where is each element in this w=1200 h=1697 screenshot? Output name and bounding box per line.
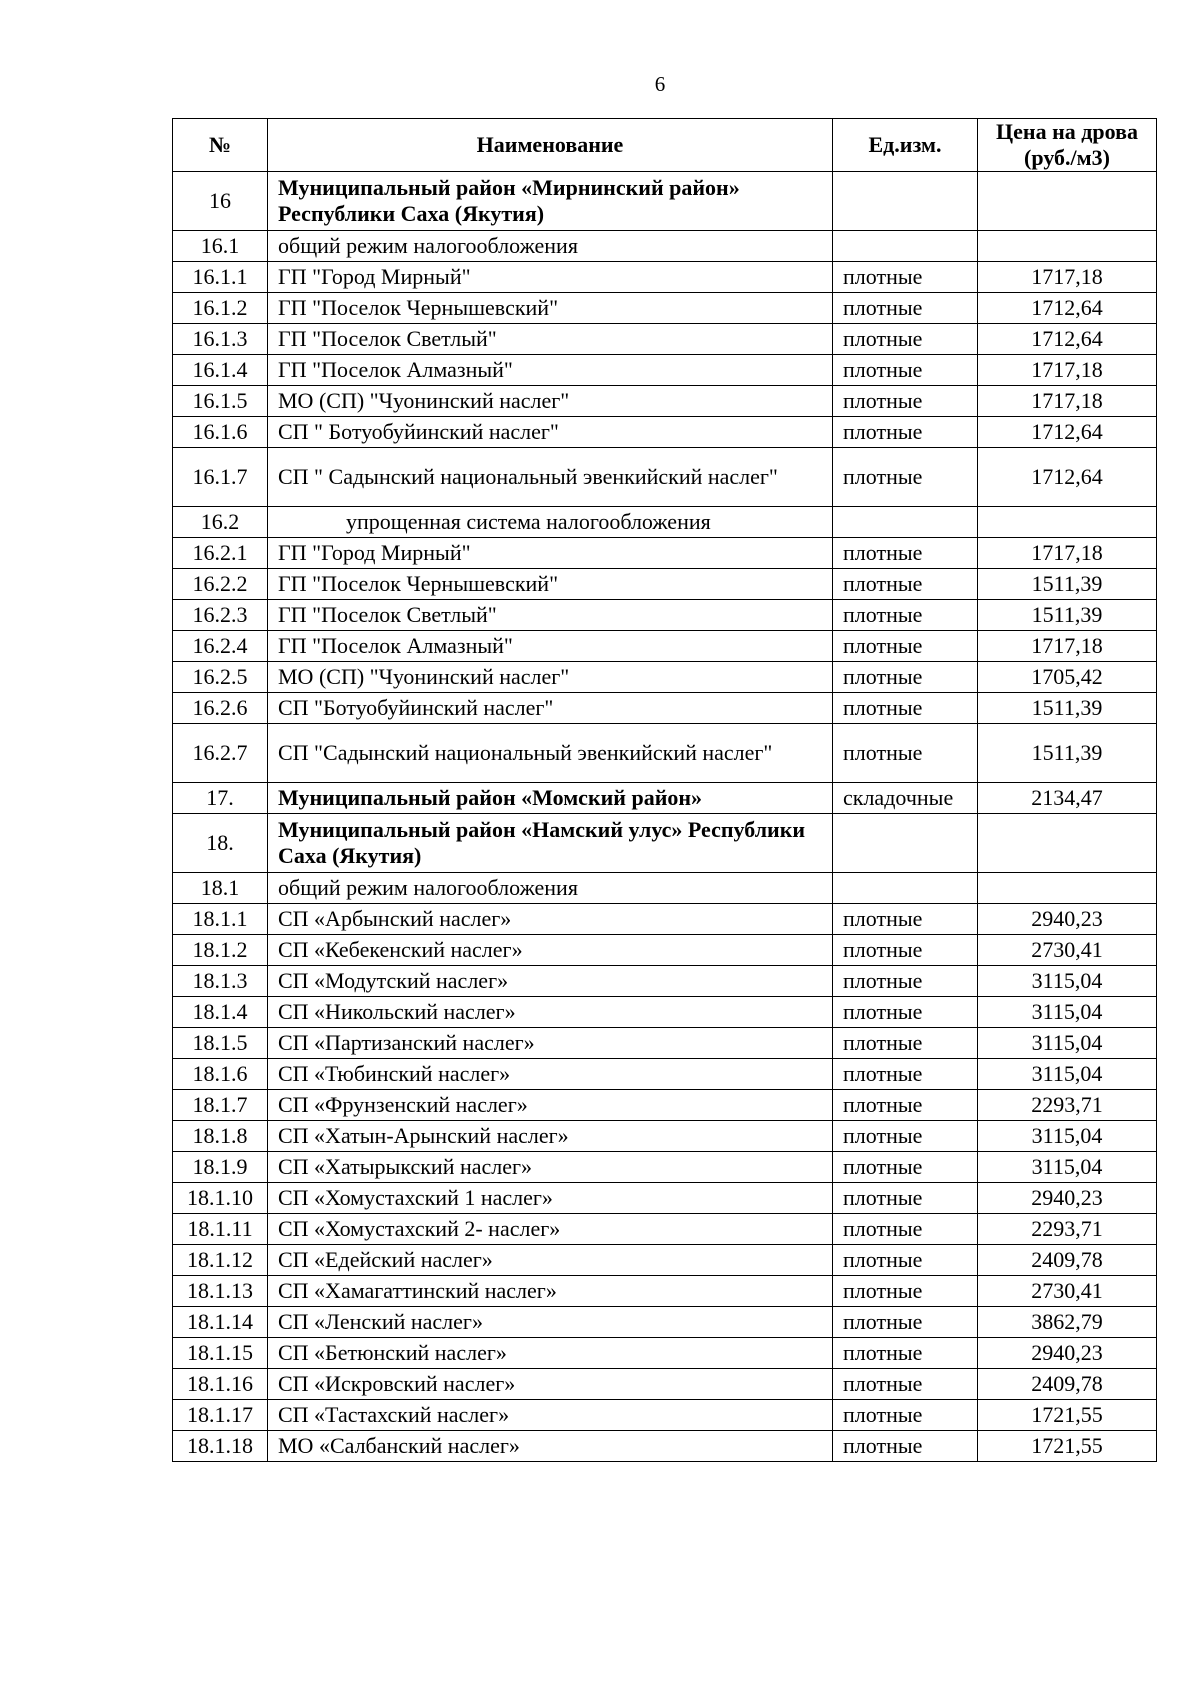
cell-name: ГП "Поселок Светлый" <box>268 324 833 355</box>
cell-price: 1705,42 <box>978 662 1157 693</box>
cell-name: СП «Хамагаттинский наслег» <box>268 1276 833 1307</box>
cell-num: 18. <box>173 814 268 873</box>
cell-price: 1712,64 <box>978 324 1157 355</box>
cell-price: 2409,78 <box>978 1369 1157 1400</box>
cell-price <box>978 507 1157 538</box>
cell-unit: плотные <box>833 966 978 997</box>
table-row <box>173 417 1157 448</box>
cell-price: 2409,78 <box>978 1245 1157 1276</box>
cell-num: 18.1.13 <box>173 1276 268 1307</box>
cell-num: 18.1.9 <box>173 1152 268 1183</box>
table-row <box>173 172 1157 231</box>
cell-price: 1712,64 <box>978 417 1157 448</box>
table-row <box>173 1276 1157 1307</box>
table-row <box>173 1059 1157 1090</box>
cell-unit: плотные <box>833 904 978 935</box>
cell-num: 16.2.2 <box>173 569 268 600</box>
cell-name: МО «Салбанский наслег» <box>268 1431 833 1462</box>
cell-price: 1717,18 <box>978 386 1157 417</box>
cell-name: МО (СП) "Чуонинский наслег" <box>268 386 833 417</box>
cell-name: упрощенная система налогообложения <box>268 507 833 538</box>
firewood-price-table <box>172 118 1157 1462</box>
cell-name: общий режим налогообложения <box>268 873 833 904</box>
table-row <box>173 1245 1157 1276</box>
table-row <box>173 904 1157 935</box>
cell-name: СП «Бетюнский наслег» <box>268 1338 833 1369</box>
cell-num: 18.1.15 <box>173 1338 268 1369</box>
cell-unit: плотные <box>833 355 978 386</box>
cell-name: СП «Тюбинский наслег» <box>268 1059 833 1090</box>
cell-unit: плотные <box>833 1152 978 1183</box>
cell-unit: плотные <box>833 293 978 324</box>
cell-price: 3115,04 <box>978 1152 1157 1183</box>
cell-num: 18.1.12 <box>173 1245 268 1276</box>
cell-num: 16.2.6 <box>173 693 268 724</box>
table-row <box>173 569 1157 600</box>
table-row <box>173 1431 1157 1462</box>
cell-num: 16.2.1 <box>173 538 268 569</box>
table-row <box>173 693 1157 724</box>
cell-unit: плотные <box>833 1121 978 1152</box>
cell-unit: плотные <box>833 1276 978 1307</box>
cell-unit: плотные <box>833 1400 978 1431</box>
cell-unit: плотные <box>833 662 978 693</box>
table-row <box>173 231 1157 262</box>
cell-num: 18.1.7 <box>173 1090 268 1121</box>
cell-price: 1511,39 <box>978 693 1157 724</box>
table-row <box>173 448 1157 507</box>
cell-name: СП "Ботуобуйинский наслег" <box>268 693 833 724</box>
cell-name: ГП "Поселок Чернышевский" <box>268 293 833 324</box>
cell-unit <box>833 507 978 538</box>
cell-unit <box>833 814 978 873</box>
cell-name: ГП "Поселок Светлый" <box>268 600 833 631</box>
cell-price <box>978 172 1157 231</box>
table-row <box>173 1338 1157 1369</box>
cell-num: 18.1.8 <box>173 1121 268 1152</box>
cell-price: 1511,39 <box>978 569 1157 600</box>
cell-price: 3115,04 <box>978 1028 1157 1059</box>
cell-name: СП «Арбынский наслег» <box>268 904 833 935</box>
cell-num: 16.2.4 <box>173 631 268 662</box>
table-row <box>173 1121 1157 1152</box>
cell-unit: плотные <box>833 324 978 355</box>
cell-unit: плотные <box>833 538 978 569</box>
cell-name: СП «Тастахский наслег» <box>268 1400 833 1431</box>
cell-price: 2730,41 <box>978 935 1157 966</box>
cell-name: ГП "Поселок Алмазный" <box>268 355 833 386</box>
cell-price: 3115,04 <box>978 966 1157 997</box>
cell-num: 18.1.4 <box>173 997 268 1028</box>
cell-price: 2293,71 <box>978 1090 1157 1121</box>
cell-name: ГП "Город Мирный" <box>268 538 833 569</box>
cell-name: ГП "Поселок Алмазный" <box>268 631 833 662</box>
cell-name: СП «Искровский наслег» <box>268 1369 833 1400</box>
cell-name: СП «Хомустахский 1 наслег» <box>268 1183 833 1214</box>
cell-num: 17. <box>173 783 268 814</box>
cell-num: 18.1.11 <box>173 1214 268 1245</box>
header-price: Цена на дрова (руб./м3) <box>978 119 1157 172</box>
table-row <box>173 724 1157 783</box>
cell-num: 18.1.5 <box>173 1028 268 1059</box>
cell-name: Муниципальный район «Намский улус» Республики Саха (Якутия) <box>268 814 833 873</box>
cell-unit: плотные <box>833 1369 978 1400</box>
cell-num: 16.1.5 <box>173 386 268 417</box>
table-row <box>173 293 1157 324</box>
cell-num: 16.1.1 <box>173 262 268 293</box>
cell-name: СП «Хомустахский 2- наслег» <box>268 1214 833 1245</box>
cell-unit: плотные <box>833 1028 978 1059</box>
cell-unit: плотные <box>833 1183 978 1214</box>
cell-price: 2293,71 <box>978 1214 1157 1245</box>
cell-unit: плотные <box>833 631 978 662</box>
cell-unit: плотные <box>833 1059 978 1090</box>
cell-num: 16.1.3 <box>173 324 268 355</box>
cell-name: СП «Хатырыкский наслег» <box>268 1152 833 1183</box>
cell-unit: плотные <box>833 448 978 507</box>
cell-name: ГП "Город Мирный" <box>268 262 833 293</box>
header-unit: Ед.изм. <box>833 119 978 172</box>
cell-unit: плотные <box>833 600 978 631</box>
table-row <box>173 1307 1157 1338</box>
table-row <box>173 997 1157 1028</box>
cell-unit: плотные <box>833 935 978 966</box>
cell-unit <box>833 873 978 904</box>
cell-num: 18.1.17 <box>173 1400 268 1431</box>
table-row <box>173 1183 1157 1214</box>
cell-price: 3862,79 <box>978 1307 1157 1338</box>
cell-name: ГП "Поселок Чернышевский" <box>268 569 833 600</box>
cell-name: СП " Ботуобуйинский наслег" <box>268 417 833 448</box>
cell-num: 16.2.5 <box>173 662 268 693</box>
cell-unit: плотные <box>833 1431 978 1462</box>
table-header-row <box>173 119 1157 172</box>
table-row <box>173 262 1157 293</box>
cell-num: 16.1 <box>173 231 268 262</box>
cell-price: 2940,23 <box>978 1183 1157 1214</box>
cell-name: СП «Фрунзенский наслег» <box>268 1090 833 1121</box>
cell-num: 16.1.2 <box>173 293 268 324</box>
table-row <box>173 324 1157 355</box>
cell-num: 16.2.7 <box>173 724 268 783</box>
cell-name: общий режим налогообложения <box>268 231 833 262</box>
cell-name: МО (СП) "Чуонинский наслег" <box>268 662 833 693</box>
cell-price: 1717,18 <box>978 262 1157 293</box>
cell-unit <box>833 172 978 231</box>
cell-price: 1717,18 <box>978 538 1157 569</box>
table-row <box>173 631 1157 662</box>
cell-unit: плотные <box>833 997 978 1028</box>
cell-price: 3115,04 <box>978 1121 1157 1152</box>
cell-unit: плотные <box>833 693 978 724</box>
table-row <box>173 1369 1157 1400</box>
cell-num: 18.1.16 <box>173 1369 268 1400</box>
cell-unit <box>833 231 978 262</box>
cell-price: 2134,47 <box>978 783 1157 814</box>
table-row <box>173 507 1157 538</box>
cell-num: 16 <box>173 172 268 231</box>
table-row <box>173 1090 1157 1121</box>
header-num: № <box>173 119 268 172</box>
cell-num: 18.1 <box>173 873 268 904</box>
cell-name: СП «Никольский наслег» <box>268 997 833 1028</box>
cell-name: СП " Садынский национальный эвенкийский наслег" <box>268 448 833 507</box>
cell-price: 3115,04 <box>978 1059 1157 1090</box>
table-row <box>173 355 1157 386</box>
cell-num: 18.1.3 <box>173 966 268 997</box>
table-row <box>173 935 1157 966</box>
table-row <box>173 662 1157 693</box>
cell-num: 18.1.18 <box>173 1431 268 1462</box>
table-row <box>173 966 1157 997</box>
cell-price <box>978 814 1157 873</box>
cell-price: 1511,39 <box>978 600 1157 631</box>
cell-unit: складочные <box>833 783 978 814</box>
cell-unit: плотные <box>833 417 978 448</box>
cell-name: СП «Кебекенский наслег» <box>268 935 833 966</box>
cell-name: СП «Едейский наслег» <box>268 1245 833 1276</box>
table-row <box>173 783 1157 814</box>
cell-num: 18.1.6 <box>173 1059 268 1090</box>
cell-price: 1721,55 <box>978 1400 1157 1431</box>
table-row <box>173 386 1157 417</box>
cell-num: 16.2 <box>173 507 268 538</box>
cell-unit: плотные <box>833 1307 978 1338</box>
cell-num: 16.2.3 <box>173 600 268 631</box>
cell-num: 16.1.4 <box>173 355 268 386</box>
cell-price: 2940,23 <box>978 904 1157 935</box>
cell-num: 16.1.6 <box>173 417 268 448</box>
cell-price: 1717,18 <box>978 355 1157 386</box>
cell-price: 3115,04 <box>978 997 1157 1028</box>
cell-unit: плотные <box>833 1338 978 1369</box>
cell-price: 2940,23 <box>978 1338 1157 1369</box>
cell-unit: плотные <box>833 569 978 600</box>
table-row <box>173 1028 1157 1059</box>
header-name: Наименование <box>268 119 833 172</box>
cell-price: 1712,64 <box>978 448 1157 507</box>
cell-unit: плотные <box>833 1090 978 1121</box>
cell-name: СП «Ленский наслег» <box>268 1307 833 1338</box>
table-row <box>173 1400 1157 1431</box>
cell-unit: плотные <box>833 1214 978 1245</box>
cell-unit: плотные <box>833 724 978 783</box>
table-row <box>173 1152 1157 1183</box>
cell-name: СП «Модутский наслег» <box>268 966 833 997</box>
cell-num: 18.1.1 <box>173 904 268 935</box>
table-row <box>173 538 1157 569</box>
page-number: 6 <box>654 72 666 96</box>
cell-num: 18.1.14 <box>173 1307 268 1338</box>
cell-name: Муниципальный район «Момский район» <box>268 783 833 814</box>
cell-name: СП «Партизанский наслег» <box>268 1028 833 1059</box>
cell-price: 1717,18 <box>978 631 1157 662</box>
cell-price <box>978 231 1157 262</box>
table-row <box>173 873 1157 904</box>
cell-num: 18.1.2 <box>173 935 268 966</box>
table-row <box>173 814 1157 873</box>
table-row <box>173 1214 1157 1245</box>
cell-price <box>978 873 1157 904</box>
table-row <box>173 600 1157 631</box>
cell-price: 1712,64 <box>978 293 1157 324</box>
cell-num: 18.1.10 <box>173 1183 268 1214</box>
cell-name: СП "Садынский национальный эвенкийский наслег" <box>268 724 833 783</box>
cell-num: 16.1.7 <box>173 448 268 507</box>
cell-price: 1511,39 <box>978 724 1157 783</box>
cell-unit: плотные <box>833 386 978 417</box>
cell-unit: плотные <box>833 262 978 293</box>
cell-price: 2730,41 <box>978 1276 1157 1307</box>
cell-name: Муниципальный район «Мирнинский район» Республики Саха (Якутия) <box>268 172 833 231</box>
cell-name: СП «Хатын-Арынский наслег» <box>268 1121 833 1152</box>
cell-unit: плотные <box>833 1245 978 1276</box>
cell-price: 1721,55 <box>978 1431 1157 1462</box>
